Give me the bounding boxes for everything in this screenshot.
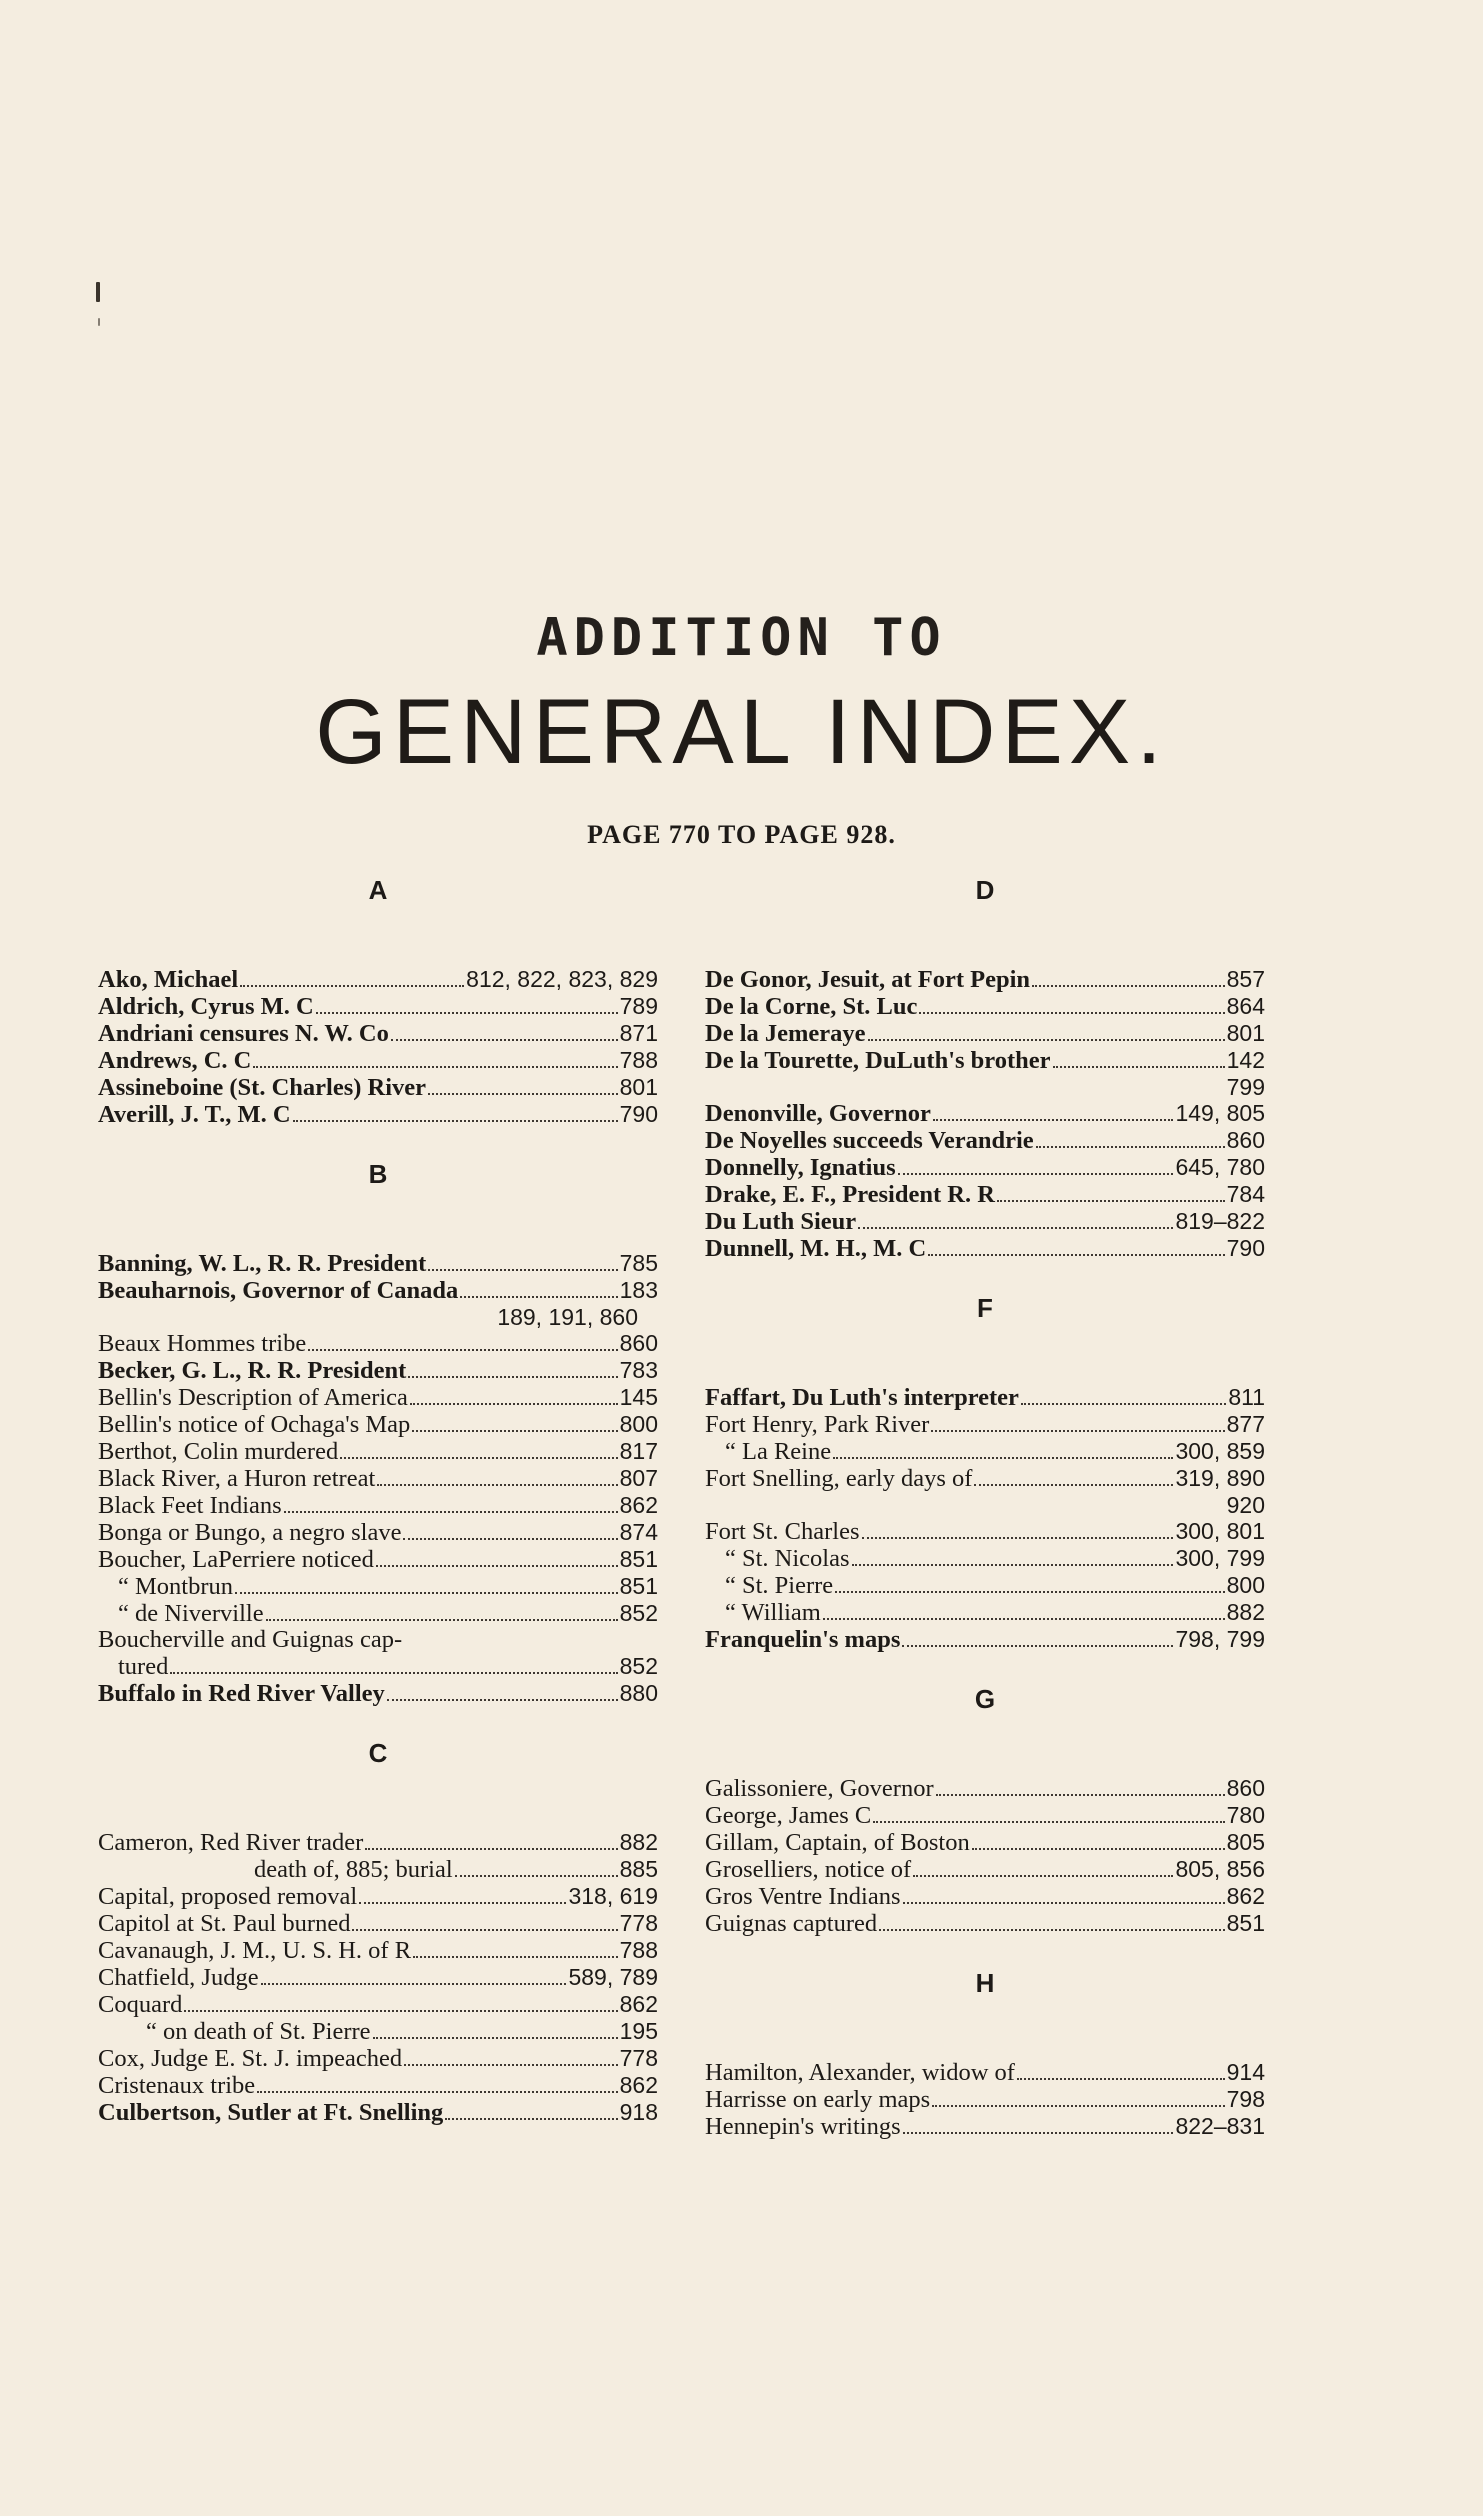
- index-entry: Guignas captured 851: [705, 1910, 1265, 1937]
- index-entry: Cox, Judge E. St. J. impeached 778: [98, 2045, 658, 2072]
- index-entry: Buffalo in Red River Valley 880: [98, 1680, 658, 1707]
- index-entry: Andrews, C. C 788: [98, 1047, 658, 1074]
- index-entry-continuation: 920: [1226, 1492, 1265, 1518]
- page-speck: [96, 282, 100, 302]
- index-entry: Dunnell, M. H., M. C 790: [705, 1235, 1265, 1262]
- index-entry: Du Luth Sieur 819–822: [705, 1208, 1265, 1235]
- index-entry: Denonville, Governor 149, 805: [705, 1100, 1265, 1127]
- index-entry: Banning, W. L., R. R. President 785: [98, 1250, 658, 1277]
- index-entry-continuation: 799: [1226, 1074, 1265, 1100]
- index-entry: “ La Reine 300, 859: [725, 1438, 1265, 1465]
- index-entry: De Gonor, Jesuit, at Fort Pepin 857: [705, 966, 1265, 993]
- index-entry: Culbertson, Sutler at Ft. Snelling 918: [98, 2099, 658, 2126]
- page-speck: [98, 318, 100, 326]
- index-entry: Aldrich, Cyrus M. C 789: [98, 993, 658, 1020]
- page-range: PAGE 770 TO PAGE 928.: [587, 820, 896, 849]
- index-entry: Cavanaugh, J. M., U. S. H. of R 788: [98, 1937, 658, 1964]
- index-entry: Black River, a Huron retreat 807: [98, 1465, 658, 1492]
- index-entry: De la Jemeraye 801: [705, 1020, 1265, 1047]
- section-letter-f: F: [977, 1293, 993, 1323]
- index-entry: Gros Ventre Indians 862: [705, 1883, 1265, 1910]
- index-entry: Capitol at St. Paul burned 778: [98, 1910, 658, 1937]
- index-entry: Gillam, Captain, of Boston 805: [705, 1829, 1265, 1856]
- index-entry: Beaux Hommes tribe 860: [98, 1330, 658, 1357]
- index-entry: Bellin's notice of Ochaga's Map 800: [98, 1411, 658, 1438]
- index-entry: “ de Niverville 852: [118, 1600, 658, 1627]
- index-entry: Cameron, Red River trader 882: [98, 1829, 658, 1856]
- index-entry: Coquard 862: [98, 1991, 658, 2018]
- index-entry: Black Feet Indians 862: [98, 1492, 658, 1519]
- index-entry: Bonga or Bungo, a negro slave 874: [98, 1519, 658, 1546]
- index-entry: Capital, proposed removal 318, 619: [98, 1883, 658, 1910]
- index-entry: Averill, J. T., M. C 790: [98, 1101, 658, 1128]
- index-entry: Ako, Michael 812, 822, 823, 829: [98, 966, 658, 993]
- index-entry: Fort Henry, Park River 877: [705, 1411, 1265, 1438]
- index-entry: tured 852: [118, 1653, 658, 1680]
- index-entry: Hamilton, Alexander, widow of 914: [705, 2059, 1265, 2086]
- index-entry: Galissoniere, Governor 860: [705, 1775, 1265, 1802]
- index-entry: death of, 885; burial 885: [254, 1856, 658, 1883]
- index-entry: Hennepin's writings 822–831: [705, 2113, 1265, 2140]
- index-entry: De la Tourette, DuLuth's brother 142: [705, 1047, 1265, 1074]
- index-entry: De la Corne, St. Luc 864: [705, 993, 1265, 1020]
- section-letter-d: D: [975, 875, 995, 905]
- index-entry: Andriani censures N. W. Co 871: [98, 1020, 658, 1047]
- index-entry: Becker, G. L., R. R. President 783: [98, 1357, 658, 1384]
- index-entry: Franquelin's maps 798, 799: [705, 1626, 1265, 1653]
- index-entry: Harrisse on early maps 798: [705, 2086, 1265, 2113]
- index-entry: Chatfield, Judge 589, 789: [98, 1964, 658, 1991]
- index-entry: Cristenaux tribe 862: [98, 2072, 658, 2099]
- index-entry: Groselliers, notice of 805, 856: [705, 1856, 1265, 1883]
- index-entry: “ St. Pierre 800: [725, 1572, 1265, 1599]
- index-entry: Drake, E. F., President R. R 784: [705, 1181, 1265, 1208]
- index-entry: Berthot, Colin murdered 817: [98, 1438, 658, 1465]
- heading-addition: ADDITION TO: [536, 608, 947, 668]
- index-entry: Boucher, LaPerriere noticed 851: [98, 1546, 658, 1573]
- index-entry: “ St. Nicolas 300, 799: [725, 1545, 1265, 1572]
- section-letter-c: C: [368, 1738, 388, 1768]
- index-entry: Beauharnois, Governor of Canada 183: [98, 1277, 658, 1304]
- index-entry: Bellin's Description of America 145: [98, 1384, 658, 1411]
- index-entry: “ Montbrun 851: [118, 1573, 658, 1600]
- index-entry: George, James C 780: [705, 1802, 1265, 1829]
- index-entry: “ William 882: [725, 1599, 1265, 1626]
- index-entry: Fort Snelling, early days of 319, 890: [705, 1465, 1265, 1492]
- index-entry: Assineboine (St. Charles) River 801: [98, 1074, 658, 1101]
- right-column: [705, 870, 1265, 2140]
- index-entry: “ on death of St. Pierre 195: [146, 2018, 658, 2045]
- index-entry: Fort St. Charles 300, 801: [705, 1518, 1265, 1545]
- index-entry: Boucherville and Guignas cap-: [98, 1626, 403, 1653]
- left-column: [98, 870, 658, 2126]
- index-entry: Faffart, Du Luth's interpreter 811: [705, 1384, 1265, 1411]
- index-entry: Donnelly, Ignatius 645, 780: [705, 1154, 1265, 1181]
- index-entry: De Noyelles succeeds Verandrie 860: [705, 1127, 1265, 1154]
- section-letter-g: G: [974, 1684, 996, 1714]
- section-letter-b: B: [368, 1159, 388, 1189]
- index-entry-continuation: 189, 191, 860: [497, 1304, 638, 1330]
- section-letter-h: H: [975, 1968, 995, 1998]
- section-letter-a: A: [368, 875, 388, 905]
- heading-general-index: GENERAL INDEX.: [315, 681, 1168, 783]
